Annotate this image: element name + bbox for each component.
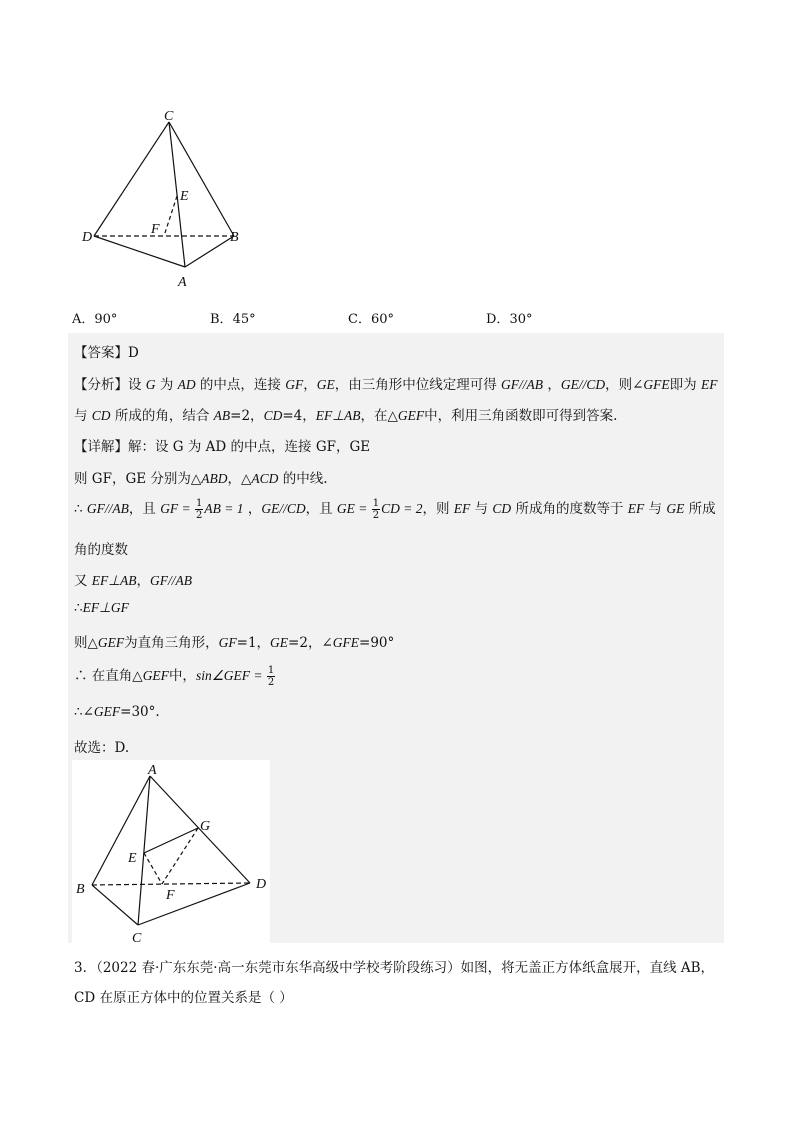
option-a: A．90° bbox=[72, 312, 118, 327]
question-3-line-1: 3．（2022 春·广东东莞·高一东莞市东华高级中学校考阶段练习）如图，将无盖正方体纸盒展开，直线 AB， bbox=[74, 960, 715, 976]
detail-line-2: 则 GF，GE 分别为△ABD，△ACD 的中线. bbox=[74, 471, 328, 487]
edge-cb bbox=[169, 122, 234, 236]
option-b: B．45° bbox=[210, 312, 256, 327]
analysis-line-2: 与 CD 所成的角，结合 AB=2，CD=4，EF⊥AB，在△GEF中，利用三角函数即可得到答案. bbox=[74, 408, 618, 424]
fraction-one-half: $\frac{1}{2}$ bbox=[267, 665, 275, 688]
tetrahedron-figure-2 bbox=[72, 760, 270, 945]
detail-line-3: ∴ GF//AB，且 GF = $\frac{1}{2}$ AB = 1 ，GE//CD，且 GE = $\frac{1}{2}$ CD = 2，则 EF 与 CD 所成角的度数等于 EF 与 GE 所成 bbox=[74, 498, 716, 521]
label-d: D bbox=[82, 230, 93, 245]
label-b: B bbox=[230, 230, 239, 245]
segment-ef-dashed bbox=[164, 196, 177, 236]
detail-line-4: 角的度数 bbox=[74, 542, 128, 558]
fraction-one-half: $\frac{1}{2}$ bbox=[372, 498, 380, 521]
label-b: B bbox=[76, 882, 85, 897]
option-c: C．60° bbox=[348, 312, 394, 327]
label-g: G bbox=[200, 819, 211, 834]
detail-line-9: ∴∠GEF=30°. bbox=[74, 704, 160, 720]
question-3-line-2: CD 在原正方体中的位置关系是（ ） bbox=[74, 990, 293, 1006]
label-f: F bbox=[166, 888, 175, 903]
label-a: A bbox=[178, 275, 187, 290]
tetrahedron-figure-1 bbox=[72, 100, 262, 300]
label-f: F bbox=[151, 222, 160, 237]
edge-cd bbox=[94, 122, 169, 236]
detail-line-8: ∴ 在直角△GEF中，sin∠GEF = $\frac{1}{2}$ bbox=[74, 665, 275, 688]
answer-line: 【答案】D bbox=[74, 345, 139, 361]
label-e: E bbox=[128, 851, 137, 866]
label-d: D bbox=[256, 877, 267, 892]
option-d: D．30° bbox=[486, 312, 533, 327]
answer-options bbox=[72, 308, 722, 328]
label-c: C bbox=[132, 931, 142, 945]
edge-da bbox=[94, 236, 185, 267]
detail-line-7: 则△GEF为直角三角形，GF=1，GE=2，∠GFE=90° bbox=[74, 635, 395, 651]
detail-line-6: ∴EF⊥GF bbox=[74, 600, 129, 616]
detail-line-1: 【详解】解：设 G 为 AD 的中点，连接 GF，GE bbox=[74, 439, 371, 455]
label-a: A bbox=[148, 763, 157, 778]
label-c: C bbox=[164, 109, 174, 124]
fraction-one-half: $\frac{1}{2}$ bbox=[196, 498, 203, 521]
detail-line-5: 又 EF⊥AB，GF//AB bbox=[74, 573, 193, 589]
label-e: E bbox=[180, 189, 189, 204]
analysis-line-1: 【分析】设 G 为 AD 的中点，连接 GF，GE，由三角形中位线定理可得 GF//AB ，GE//CD，则∠GFE即为 EF bbox=[74, 377, 718, 393]
edge-ba bbox=[185, 236, 234, 267]
detail-line-10: 故选：D. bbox=[74, 740, 130, 756]
